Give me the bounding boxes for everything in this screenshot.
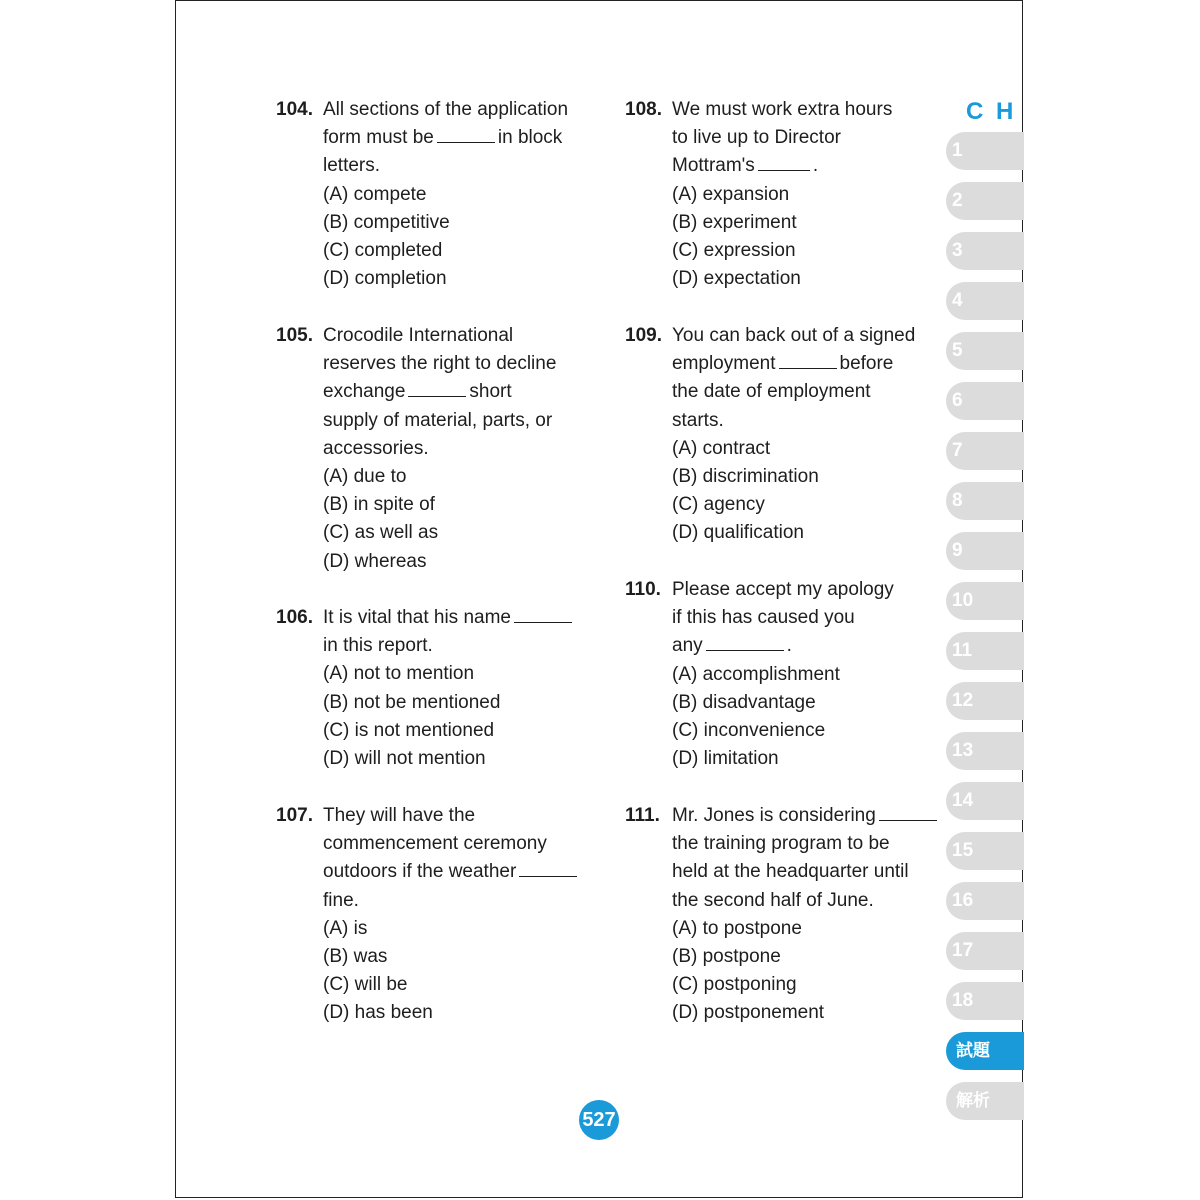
- answer-option: (A) to postpone: [672, 917, 802, 939]
- chapter-tab-13[interactable]: 13: [946, 732, 1024, 770]
- question-body: [323, 802, 580, 1028]
- answer-blank: [408, 379, 466, 397]
- question-line: supply of material, parts, or: [323, 409, 553, 431]
- answer-option: (D) limitation: [672, 748, 779, 770]
- question-line: starts.: [672, 409, 724, 431]
- answer-option: (A) due to: [323, 466, 407, 488]
- chapter-tab-8[interactable]: 8: [946, 482, 1024, 520]
- question-number: 111.: [625, 805, 660, 826]
- chapter-tab-15[interactable]: 15: [946, 832, 1024, 870]
- question-line: Please accept my apology: [672, 579, 894, 600]
- chapter-tab-18[interactable]: 18: [946, 982, 1024, 1020]
- question-line: We must work extra hours: [672, 99, 893, 120]
- question-line: the training program to be: [672, 833, 890, 855]
- chapter-tab-7[interactable]: 7: [946, 432, 1024, 470]
- question-line: fine.: [323, 889, 359, 911]
- answer-option: (A) not to mention: [323, 663, 475, 685]
- question-line: [672, 802, 940, 830]
- answer-option: (C) expression: [672, 240, 796, 262]
- answer-blank: [437, 125, 495, 143]
- question-line: Crocodile International: [323, 325, 514, 346]
- answer-option: (B) disadvantage: [672, 691, 816, 713]
- chapter-tab-2[interactable]: 2: [946, 182, 1024, 220]
- question-body: [323, 322, 556, 576]
- question-line: [323, 124, 568, 152]
- answer-option: (A) is: [323, 917, 368, 939]
- question-body: [672, 576, 894, 773]
- question-line: commencement ceremony: [323, 833, 547, 855]
- answer-option: (C) will be: [323, 974, 408, 996]
- question-line: All sections of the application: [323, 99, 569, 120]
- answer-option: (B) was: [323, 946, 388, 968]
- answer-option: (D) qualification: [672, 522, 804, 544]
- answer-option: (D) whereas: [323, 550, 427, 572]
- chapter-tab-questions[interactable]: 試題: [946, 1032, 1024, 1070]
- chapter-tab-5[interactable]: 5: [946, 332, 1024, 370]
- question-line: You can back out of a signed: [672, 325, 916, 346]
- answer-option: (D) postponement: [672, 1002, 825, 1024]
- question-line: [672, 152, 892, 180]
- chapter-tab-11[interactable]: 11: [946, 632, 1024, 670]
- question-line: [323, 378, 556, 406]
- answer-option: (B) not be mentioned: [323, 691, 501, 713]
- question-line: [672, 350, 915, 378]
- question-text: before: [839, 353, 894, 375]
- question-text: form must be: [323, 127, 434, 149]
- question-body: [323, 96, 568, 293]
- chapter-tab-answers[interactable]: 解析: [946, 1082, 1024, 1120]
- question-text: Mottram's: [672, 155, 755, 177]
- chapter-tab-16[interactable]: 16: [946, 882, 1024, 920]
- chapter-tab-12[interactable]: 12: [946, 682, 1024, 720]
- question-text: .: [812, 155, 819, 177]
- question-text: It is vital that his name: [323, 607, 511, 628]
- answer-option: (A) expansion: [672, 183, 790, 205]
- answer-option: (C) postponing: [672, 974, 797, 996]
- question-text: .: [786, 635, 792, 657]
- answer-option: (D) expectation: [672, 268, 801, 290]
- question-text: employment: [672, 353, 776, 375]
- chapter-tab-3[interactable]: 3: [946, 232, 1024, 270]
- answer-option: (B) postpone: [672, 946, 781, 968]
- question-number: 104.: [276, 99, 313, 120]
- answer-option: (B) experiment: [672, 211, 797, 233]
- question-line: held at the headquarter until: [672, 861, 909, 883]
- question-line: They will have the: [323, 805, 476, 826]
- answer-blank: [706, 633, 784, 651]
- answer-blank: [519, 859, 577, 877]
- question-line: [323, 858, 580, 886]
- answer-option: (B) competitive: [323, 211, 450, 233]
- question-text: exchange: [323, 381, 406, 403]
- question-number: 105.: [276, 325, 313, 346]
- chapter-tab-17[interactable]: 17: [946, 932, 1024, 970]
- chapter-tab-9[interactable]: 9: [946, 532, 1024, 570]
- answer-option: (A) compete: [323, 183, 427, 205]
- question-body: [323, 604, 575, 773]
- answer-blank: [779, 351, 837, 369]
- question-line: if this has caused you: [672, 607, 855, 629]
- question-line: letters.: [323, 155, 381, 177]
- page-number: 527: [579, 1100, 619, 1140]
- chapter-tab-1[interactable]: 1: [946, 132, 1024, 170]
- answer-blank: [514, 605, 572, 623]
- answer-option: (C) is not mentioned: [323, 719, 495, 741]
- question-line: the second half of June.: [672, 889, 874, 911]
- answer-blank: [879, 803, 937, 821]
- answer-option: (C) as well as: [323, 522, 439, 544]
- chapter-label: C H: [966, 98, 1017, 125]
- answer-option: (C) inconvenience: [672, 720, 826, 742]
- answer-option: (D) has been: [323, 1002, 433, 1024]
- question-text: Mr. Jones is considering: [672, 805, 876, 826]
- question-text: in block: [497, 127, 563, 149]
- question-line: in this report.: [323, 635, 433, 657]
- question-line: to live up to Director: [672, 127, 841, 149]
- question-text: short: [469, 381, 512, 403]
- question-line: the date of employment: [672, 381, 871, 403]
- chapter-tab-4[interactable]: 4: [946, 282, 1024, 320]
- question-number: 108.: [625, 99, 662, 120]
- question-body: [672, 802, 940, 1028]
- chapter-tab-6[interactable]: 6: [946, 382, 1024, 420]
- question-number: 106.: [276, 607, 313, 628]
- answer-option: (C) agency: [672, 494, 765, 516]
- question-line: [323, 604, 575, 632]
- question-line: [672, 632, 894, 660]
- question-number: 110.: [625, 579, 661, 600]
- question-body: [672, 322, 915, 548]
- question-line: reserves the right to decline: [323, 353, 557, 375]
- answer-option: (A) contract: [672, 437, 771, 459]
- answer-blank: [758, 153, 810, 171]
- question-number: 109.: [625, 325, 662, 346]
- question-body: [672, 96, 892, 293]
- answer-option: (D) will not mention: [323, 748, 486, 770]
- question-text: any: [672, 635, 703, 657]
- chapter-tab-10[interactable]: 10: [946, 582, 1024, 620]
- answer-option: (C) completed: [323, 240, 443, 262]
- answer-option: (B) in spite of: [323, 494, 435, 516]
- question-number: 107.: [276, 805, 313, 826]
- chapter-tab-14[interactable]: 14: [946, 782, 1024, 820]
- answer-option: (A) accomplishment: [672, 663, 840, 685]
- answer-option: (B) discrimination: [672, 466, 819, 488]
- question-line: accessories.: [323, 437, 429, 459]
- question-text: outdoors if the weather: [323, 861, 517, 883]
- answer-option: (D) completion: [323, 268, 447, 290]
